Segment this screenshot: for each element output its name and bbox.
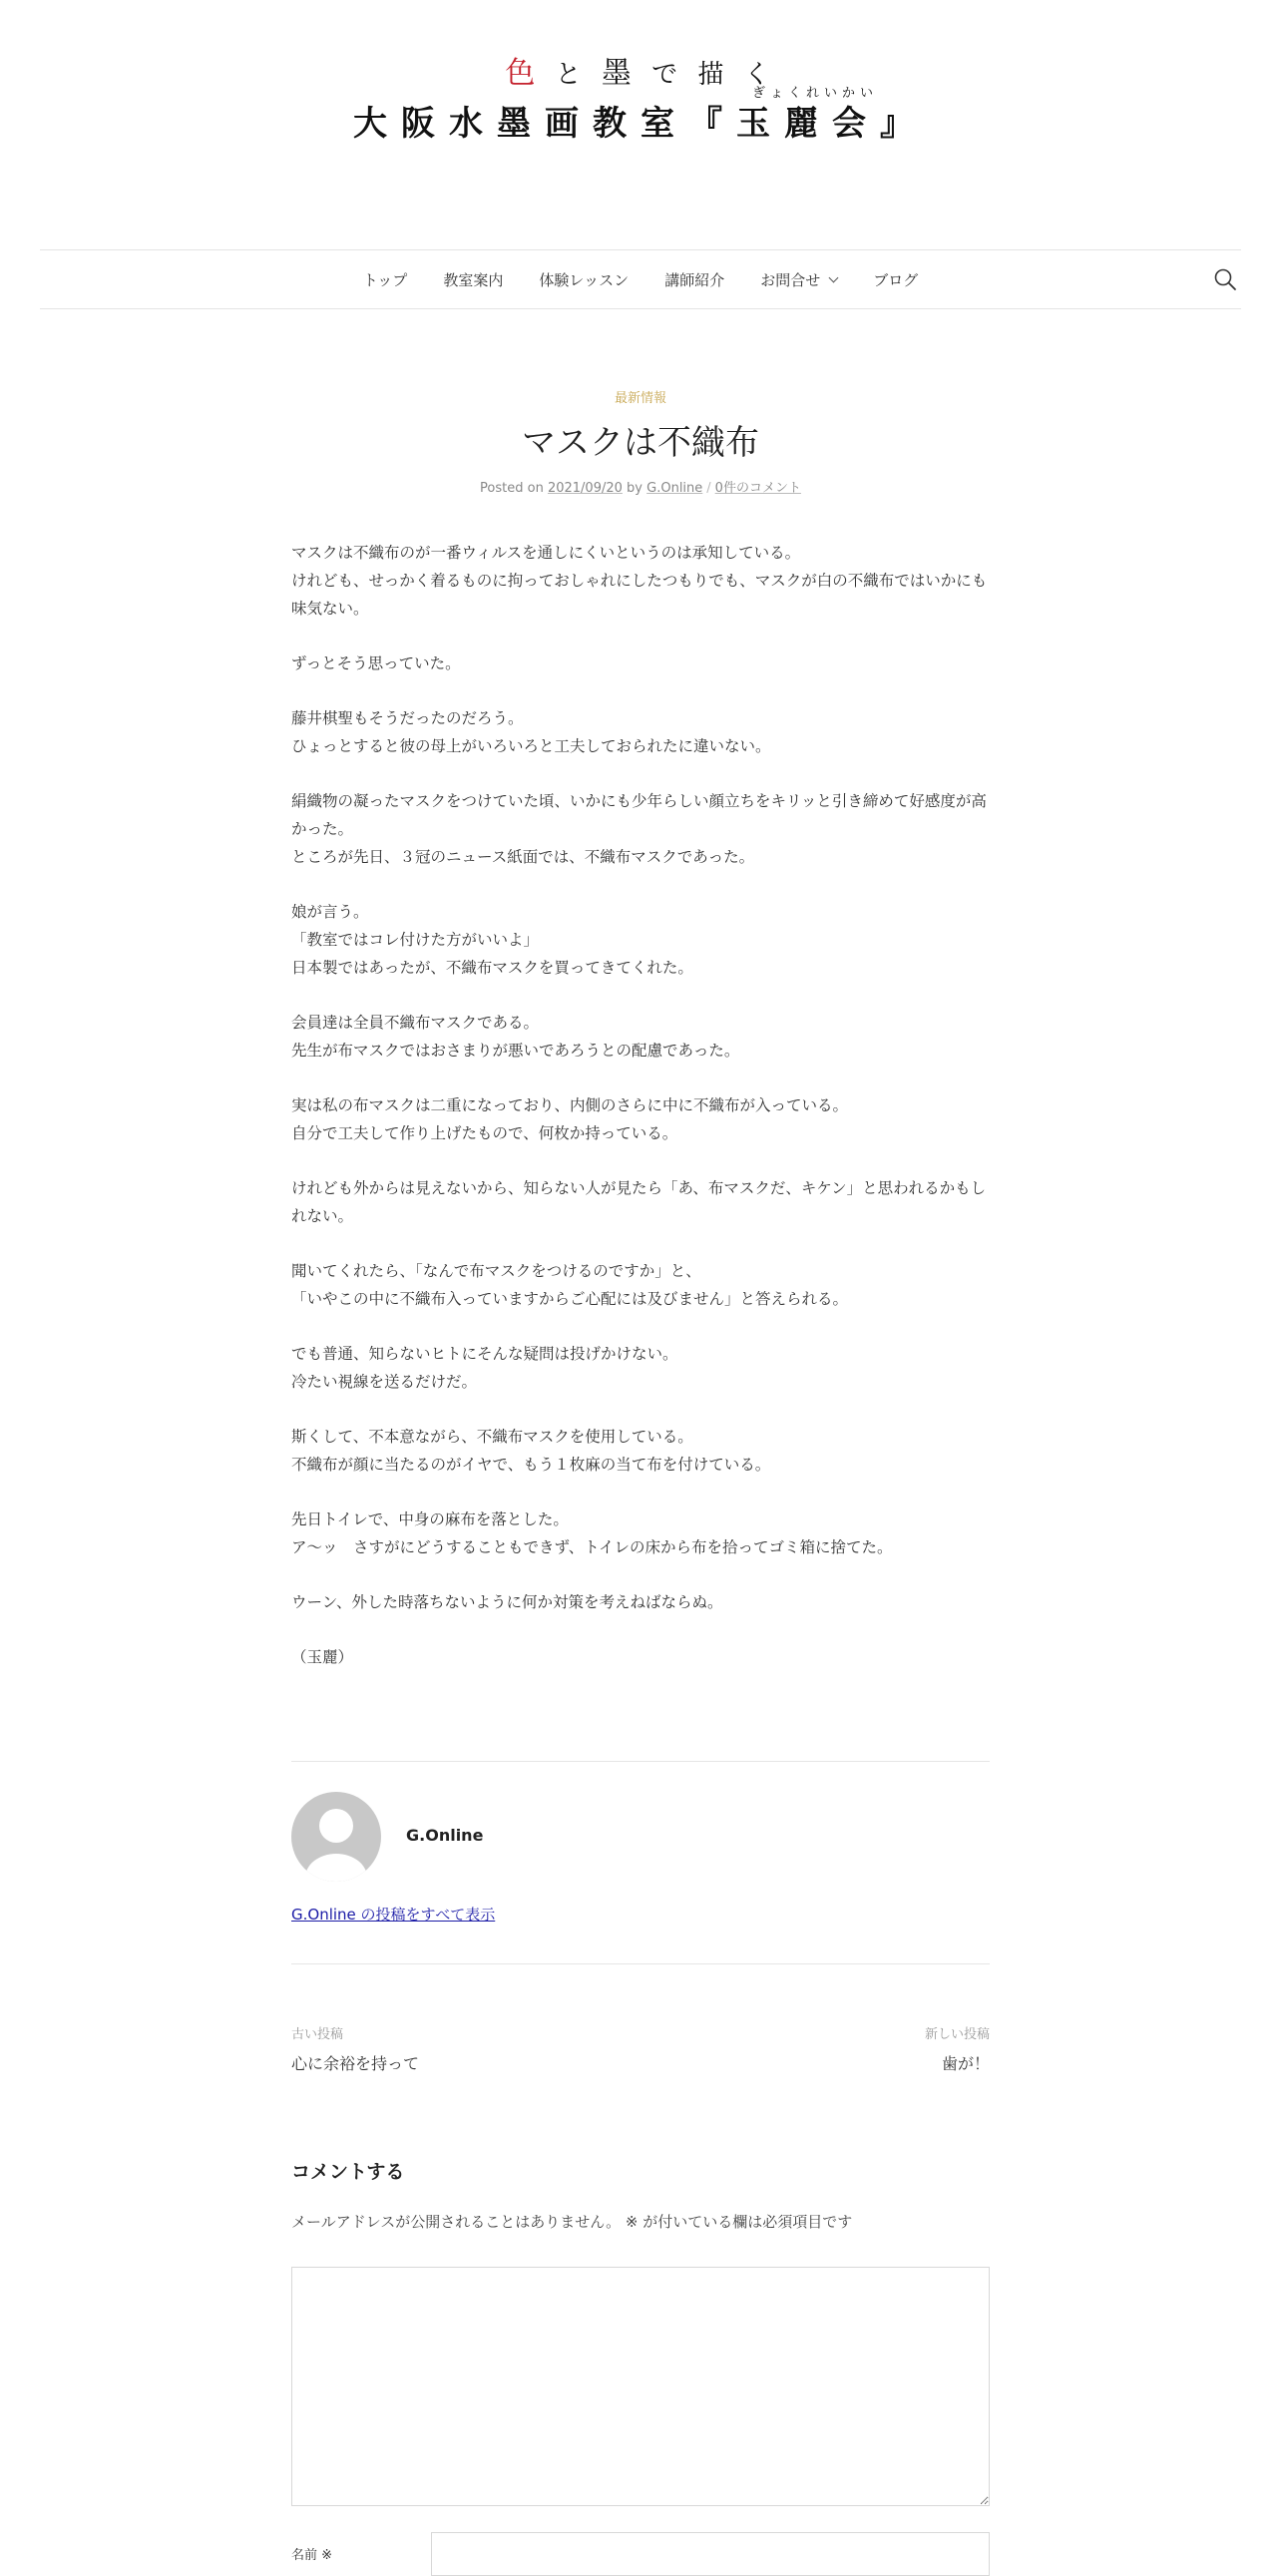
prev-post-link[interactable]: 心に余裕を持って (291, 2054, 420, 2073)
post-paragraph: 藤井棋聖もそうだったのだろう。 ひょっとすると彼の母上がいろいろと工夫しておられたに違いない。 (291, 709, 771, 755)
post-title: マスクは不織布 (522, 423, 759, 463)
post-date-link[interactable]: 2021/09/20 (547, 481, 623, 496)
chevron-down-icon[interactable] (829, 272, 839, 282)
user-avatar-icon (291, 1792, 381, 1882)
nav-item-instructor[interactable] (646, 269, 742, 290)
prev-post-label: 古い投稿 (291, 2027, 344, 2042)
logo-tagline-accent: 色 (505, 56, 542, 91)
post-paragraph: けれども外からは見えないから、知らない人が見たら「あ、布マスクだ、キケン」と思われるかもしれない。 (291, 1179, 987, 1225)
post-author-link[interactable]: G.Online (646, 481, 703, 496)
posted-on-label: Posted on (480, 481, 544, 496)
post-content (291, 539, 990, 1698)
main-navigation (40, 249, 1241, 309)
nav-item-label: トップ (362, 270, 408, 289)
by-label: by (627, 481, 642, 496)
avatar-silhouette (291, 1792, 381, 1882)
nav-item-trial-lesson[interactable] (521, 269, 646, 290)
site-logo[interactable] (0, 56, 1281, 93)
comment-textarea[interactable] (291, 2267, 990, 2506)
post-paragraph: ウーン、外した時落ちないように何か対策を考えねばならぬ。 (291, 1593, 723, 1611)
nav-item-contact[interactable] (742, 269, 855, 290)
nav-item-blog[interactable] (855, 269, 936, 290)
post-paragraph: 先日トイレで、中身の麻布を落とした。 ア〜ッ さすがにどうすることもできず、トイレの床から布を拾ってゴミ箱に捨てた。 (291, 1510, 893, 1556)
logo-tagline-part: と (555, 60, 588, 90)
logo-ruby: ぎょくれいかい (752, 86, 879, 101)
next-post-label: 新しい投稿 (924, 2027, 990, 2042)
post-paragraph: 娘が言う。 「教室ではコレ付けた方がいいよ」 日本製ではあったが、不織布マスクを買ってきてくれた。 (291, 903, 693, 977)
next-post-link[interactable]: 歯が！ (941, 2054, 990, 2073)
logo-tagline-part: 墨 (601, 56, 638, 91)
nav-item-label: 教室案内 (443, 270, 504, 289)
post-paragraph: でも普通、知らないヒトにそんな疑問は投げかけない。 冷たい視線を送るだけだ。 (291, 1345, 678, 1391)
logo-tagline (0, 56, 1281, 93)
nav-item-classroom[interactable] (425, 269, 521, 290)
nav-item-top[interactable] (345, 269, 426, 290)
post-paragraph: 聞いてくれたら、「なんで布マスクをつけるのですか」と、 「いやこの中に不織布入っていますからご心配には及びません」と答えられる。 (291, 1262, 849, 1308)
nav-item-label: ブログ (873, 270, 919, 289)
comment-reply-title: コメントする (291, 2161, 405, 2183)
post-paragraph: 斯くして、不本意ながら、不織布マスクを使用している。 不織布が顔に当たるのがイヤで、もう１枚麻の当て布を付けている。 (291, 1428, 771, 1474)
search-icon-graphic (1213, 267, 1237, 291)
nav-menu (40, 250, 1241, 308)
logo-title[interactable]: 大阪水墨画教室『玉麗会』 (353, 104, 928, 144)
search-icon[interactable] (1213, 267, 1237, 291)
post-paragraph: ずっとそう思っていた。 (291, 654, 461, 672)
nav-item-label: 体験レッスン (539, 270, 630, 289)
post-meta (0, 477, 1281, 496)
post-paragraph: 会員達は全員不織布マスクである。 先生が布マスクではおさまりが悪いであろうとの配慮であった。 (291, 1014, 740, 1060)
name-field-label: 名前 ※ (291, 2548, 333, 2563)
author-divider-top (291, 1761, 990, 1762)
author-divider-bottom (291, 1963, 990, 1964)
logo-tagline-part: で 描 く (651, 60, 776, 90)
comments-count-link[interactable]: 0件のコメント (714, 481, 801, 496)
meta-separator: / (706, 481, 711, 496)
post-paragraph: 実は私の布マスクは二重になっており、内側のさらに中に不織布が入っている。 自分で工夫して作り上げたもので、何枚か持っている。 (291, 1096, 849, 1142)
author-name: G.Online (406, 1826, 484, 1845)
author-all-posts-link[interactable]: G.Online の投稿をすべて表示 (291, 1906, 496, 1924)
name-field[interactable] (431, 2532, 990, 2576)
post-paragraph: 絹織物の凝ったマスクをつけていた頃、いかにも少年らしい顔立ちをキリッと引き締めて好感度が高かった。 ところが先日、３冠のニュース紙面では、不織布マスクであった。 (291, 792, 987, 866)
nav-item-label: 講師紹介 (664, 270, 725, 289)
post-paragraph: マスクは不織布のが一番ウィルスを通しにくいというのは承知している。 けれども、せっかく着るものに拘っておしゃれにしたつもりでも、マスクが白の不織布ではいかにも味気ない。 (291, 544, 988, 618)
comment-notes: メールアドレスが公開されることはありません。 ※ が付いている欄は必須項目です (291, 2213, 853, 2231)
nav-item-label: お問合せ (760, 270, 821, 289)
post-category[interactable]: 最新情報 (614, 391, 666, 406)
post-paragraph: （玉麗） (291, 1648, 354, 1666)
